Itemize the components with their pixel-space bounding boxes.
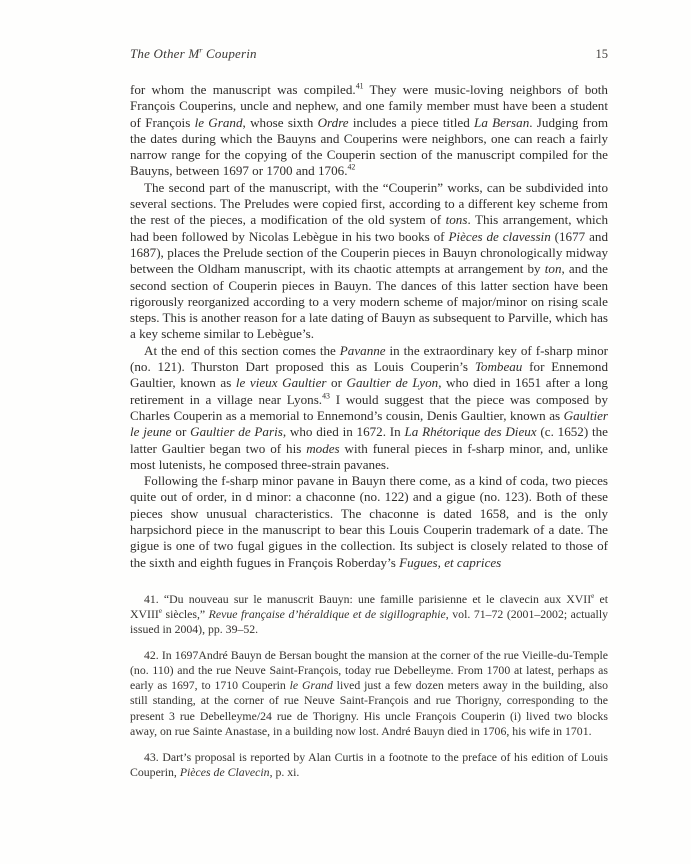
text-run: , who died in 1672. In bbox=[282, 424, 405, 440]
text-run: in the extraordinary key of f-sharp minor (no. 121). Thurston Dart proposed this as Louis Couperin’s bbox=[130, 342, 608, 375]
text-run: et XVIII bbox=[130, 591, 608, 621]
text-run: tons bbox=[445, 212, 468, 228]
footnotes-section bbox=[130, 592, 608, 780]
text-run: At the end of this section comes the bbox=[144, 342, 340, 358]
text-run: , whose sixth bbox=[242, 114, 318, 130]
running-header-title bbox=[130, 46, 257, 62]
text-run: , and the second section of Couperin pieces in Bauyn. The dances of this latter section have been rigorously reorganized according to a very modern scheme of major/minor on rising scale steps. This is another reason for a late dating of Bauyn as subsequent to Parville, which has a key scheme similar to Lebègue’s. bbox=[130, 261, 608, 342]
text-run: le vieux Gaultier bbox=[235, 375, 327, 391]
text-run: (c. 1652) the latter Gaultier began two of his bbox=[130, 424, 608, 456]
text-run: Pièces de Clavecin bbox=[179, 764, 270, 779]
text-run: The second part of the manuscript, with the “Couperin” works, can be subdivided into several sections. The Preludes were copied first, according to a different key scheme from the rest of the pieces, a modification of the old system of bbox=[130, 179, 608, 228]
footnote bbox=[130, 592, 608, 637]
superscript-marker: r bbox=[199, 45, 203, 55]
text-run: with funeral pieces in f-sharp minor, and, unlike most lutenists, he composed three-strain pavanes. bbox=[130, 440, 608, 472]
text-run: Couperin bbox=[202, 46, 257, 61]
text-run: (1677 and 1687), places the Prelude section of the Couperin pieces in Bauyn chronologically midway between the Oldham manuscript, with its chaotic attempts at arrangement by bbox=[130, 228, 608, 277]
text-run: Pièces de clavessin bbox=[448, 228, 551, 244]
footnote bbox=[130, 648, 608, 739]
text-run: The Other M bbox=[130, 46, 200, 61]
text-run: 43. Dart’s proposal is reported by Alan Curtis in a footnote to the preface of his edition of Louis Couperin, bbox=[130, 749, 608, 779]
paragraph bbox=[130, 343, 608, 473]
superscript-marker: e bbox=[591, 591, 595, 600]
text-run: Gaultier de Lyon bbox=[346, 375, 439, 391]
text-run: le Grand bbox=[289, 678, 333, 693]
text-run: Ordre bbox=[317, 114, 349, 130]
text-run: , who died in 1651 after a long retirement in a village near Lyons. bbox=[130, 375, 608, 407]
paragraph bbox=[130, 180, 608, 343]
body-text bbox=[130, 82, 608, 571]
text-run: . Judging from the dates during which the Bauyns and Couperins were neighbors, one can reach a fairly narrow range for the copying of the Couperin section of the manuscript compiled for the Bauyns, between 1697 or 1700 and 1706. bbox=[130, 114, 609, 179]
text-run: 42. In 1697André Bauyn de Bersan bought the mansion at the corner of the rue Vieille-du-Temple (no. 110) and the rue Neuve Saint-François, today rue Debelleyme. From 1700 at latest, perhaps as early as 1697, to 1710 Couperin bbox=[130, 648, 608, 693]
running-header bbox=[130, 46, 608, 62]
text-run: lived just a few dozen meters away in the building, also still standing, at the corner of rue Neuve Saint-François and rue Thorigny, corresponding to the present 3 rue Debelleyme/24 rue de Thorigny. His uncle François Couperin (i) lived two blocks away, on rue Sainte Anastase, in a building now lost. André Bauyn died in 1706, his wife in 1701. bbox=[130, 678, 608, 738]
text-run: or bbox=[326, 375, 347, 391]
text-run: for whom the manuscript was compiled. bbox=[130, 82, 356, 97]
superscript-marker: e bbox=[158, 607, 162, 616]
superscript-marker: 41 bbox=[355, 81, 364, 91]
text-run: 41. “Du nouveau sur le manuscrit Bauyn: une famille parisienne et le clavecin aux XVII bbox=[144, 591, 592, 606]
text-run: Following the f-sharp minor pavane in Bauyn there come, as a kind of coda, two pieces quite out of order, in d minor: a chaconne (no. 122) and a gigue (no. 123). Both of these pieces show unusual characteristics. The chaconne is dated 1658, and is the only harpsichord piece in the manuscript to bear this Louis Couperin trademark of a date. The gigue is one of two fugal gigues in the collection. Its subject is closely related to those of the sixth and eighth fugues in François Roberday’s bbox=[130, 473, 608, 570]
text-run: Revue française d’héraldique et de sigillographie bbox=[208, 607, 446, 621]
text-run: Gaultier de Paris bbox=[190, 424, 283, 440]
paragraph bbox=[130, 82, 608, 180]
footnote bbox=[130, 750, 608, 780]
superscript-marker: 42 bbox=[347, 163, 356, 173]
text-run: Fugues, et caprices bbox=[399, 554, 502, 570]
superscript-marker: 43 bbox=[322, 391, 330, 401]
paragraph bbox=[130, 473, 608, 571]
text-run: They were music-loving neighbors of both François Couperins, uncle and nephew, and one family member must have been a student of François bbox=[130, 82, 608, 130]
text-run: La Rhétorique des Dieux bbox=[404, 424, 537, 440]
page-number: 15 bbox=[595, 47, 608, 61]
text-run: ton bbox=[544, 261, 562, 277]
text-run: . This arrangement, which had been followed by Nicolas Lebègue in his two books of bbox=[130, 212, 608, 244]
text-run: Tombeau bbox=[474, 359, 523, 375]
text-run: , p. xi. bbox=[269, 764, 300, 779]
text-run: Pavanne bbox=[339, 342, 386, 358]
text-run: le Grand bbox=[194, 114, 243, 130]
text-run: includes a piece titled bbox=[348, 114, 475, 130]
text-run: I would suggest that the piece was composed by Charles Couperin as a memorial to Ennemond’s cousin, Denis Gaultier, known as bbox=[130, 391, 608, 423]
text-run: La Bersan bbox=[474, 114, 530, 130]
text-run: Gaultier le jeune bbox=[130, 407, 608, 440]
text-run: siècles,” bbox=[161, 607, 209, 621]
text-run: for Ennemond Gaultier, known as bbox=[130, 359, 608, 391]
text-run: or bbox=[171, 424, 191, 440]
text-run: modes bbox=[306, 440, 340, 456]
text-run: , vol. 71–72 (2001–2002; actually issued in 2004), pp. 39–52. bbox=[130, 607, 608, 637]
